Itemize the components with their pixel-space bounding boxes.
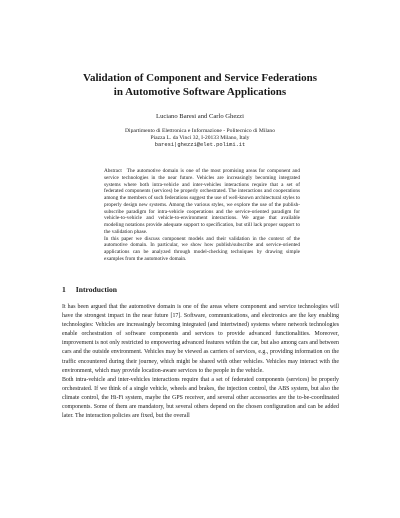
intro-paragraph-1: It has been argued that the automotive domain is one of the areas where component and service technologies will have the strongest impact in the near future [17]. Software, communications, and electronics are the key enabling technologies: Vehicles are increasingly becoming integrated (and intertwined) systems where network technologies enable orchestration of software components and services to provide advanced functionalities. Moreover, improvement is not only restricted to empowering advanced features within the car, but also among cars and between cars and the outside environment. Vehicles may be viewed as carriers of services, e.g., providing information on the traffic encountered during their journey, which might be shared with other vehicles. Vehicles may interact with the environment, which may provide location-aware services to the people in the vehicle. xyxy=(62,304,339,374)
abstract-paragraph-1 xyxy=(104,168,300,236)
introduction-body xyxy=(62,303,339,421)
paper-title xyxy=(60,72,340,99)
affiliation-line-2: Piazza L. da Vinci 32, I-20133 Milano, Italy xyxy=(150,135,250,141)
section-number: 1 xyxy=(62,285,66,294)
abstract-paragraph-2: In this paper we discuss component models and their validation in the context of the automotive domain. In particular, we show how publish/subscribe and service-oriented applications can be analyzed through model-checking techniques by drawing simple examples from the automotive domain. xyxy=(104,235,300,262)
intro-paragraph-2: Both intra-vehicle and inter-vehicles interactions require that a set of federated components (services) be properly orchestrated. If we think of a single vehicle, wheels and brakes, the injection control, the ABS system, but also the climate control, the Hi-Fi system, maybe the GPS receiver, and several other accessories are the to-be-coordinated components. Some of them are mandatory, but several others depend on the chosen configuration and can be added later. The interaction policies are fixed, but the overall xyxy=(62,376,339,420)
affiliation-line-1: Dipartimento di Elettronica e Informazione - Politecnico di Milano xyxy=(124,128,276,134)
abstract xyxy=(104,168,300,263)
abstract-text-1: The automotive domain is one of the most promising areas for component and service technologies in the near future. Vehicles are increasingly becoming integrated systems where both intra-vehicle and inter-vehicles interactions require that a set of federated components (services) be properly orchestrated. The interactions and cooperations among the members of such federations suggest the use of well-known architectural styles to properly design new systems. Among the various styles, we explore the use of the publish-subscribe paradigm for intra-vehicle cooperations and the service-oriented paradigm for vehicle-to-vehicle and vehicle-to-environment interactions. We argue that available modeling notations provide adequate support to specification, but still lack proper support to the validation phase. xyxy=(104,168,300,235)
title-line-1: Validation of Component and Service Federations xyxy=(83,72,317,84)
affiliation xyxy=(0,128,400,149)
section-heading xyxy=(62,285,117,294)
section-title: Introduction xyxy=(75,285,118,294)
authors: Luciano Baresi and Carlo Ghezzi xyxy=(156,113,244,120)
author-email: baresi|ghezzi@elet.polimi.it xyxy=(154,142,246,148)
title-line-2: in Automotive Software Applications xyxy=(113,85,287,98)
abstract-label: Abstract xyxy=(104,168,122,174)
